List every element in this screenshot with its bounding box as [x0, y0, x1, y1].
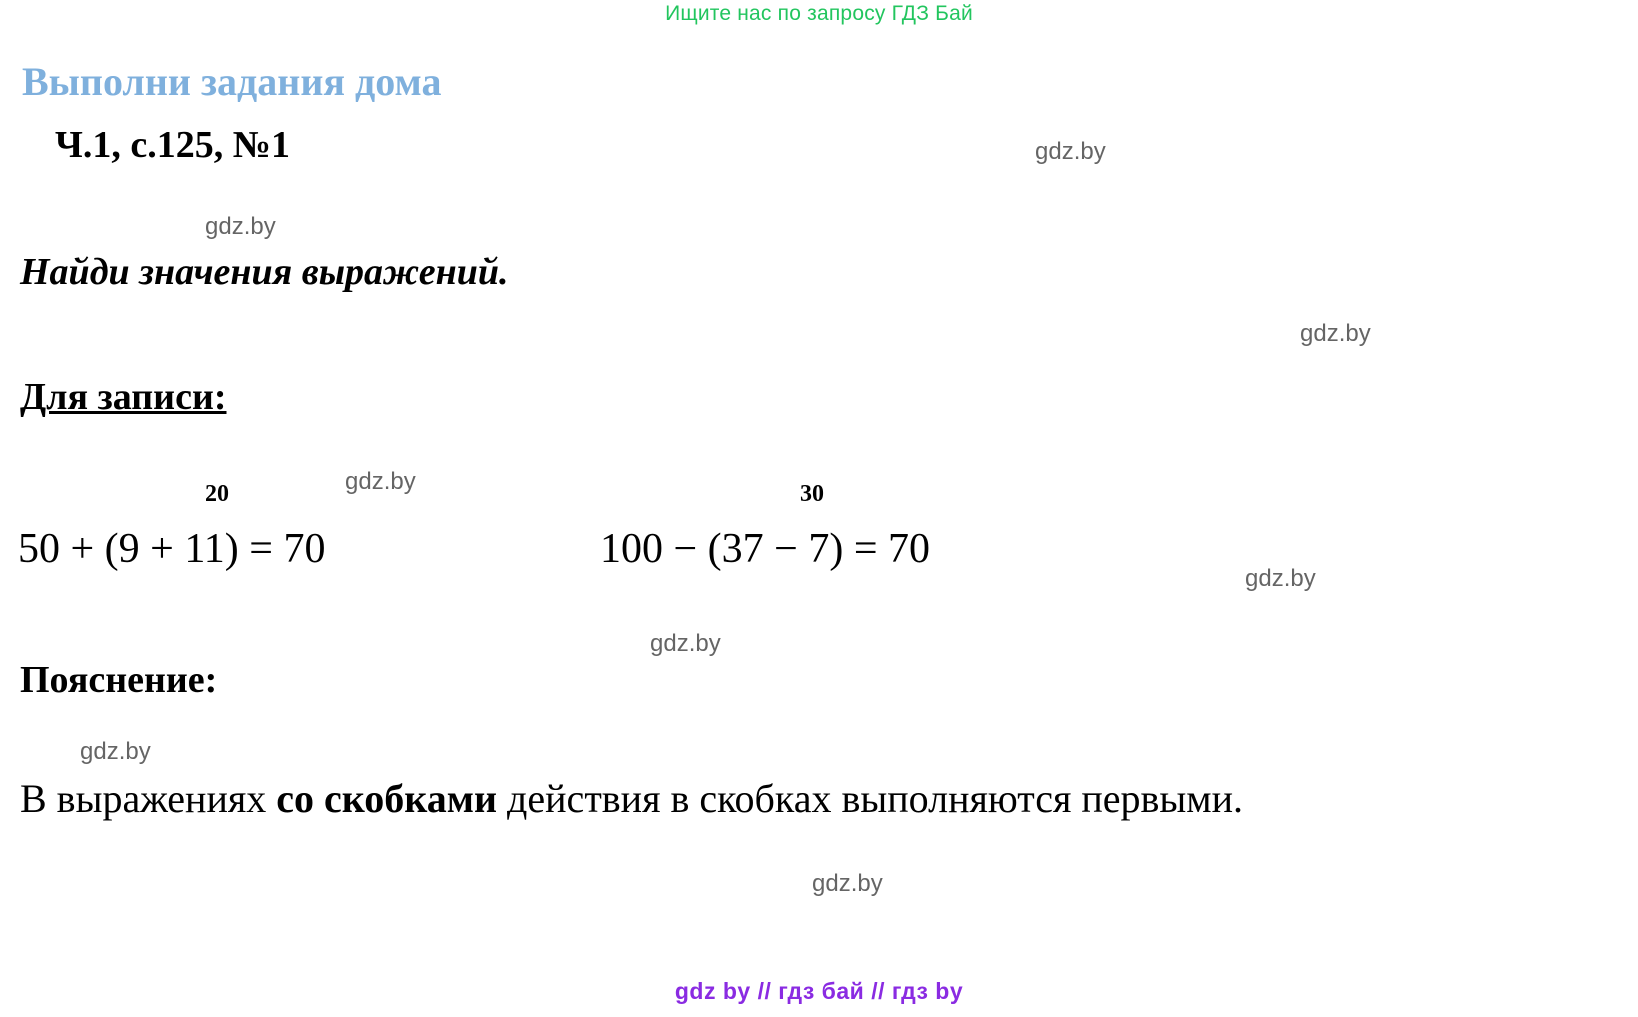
- explanation-bold: со скобками: [276, 776, 498, 821]
- watermark-4: gdz.by: [345, 468, 416, 495]
- explanation-part1: В выражениях: [20, 776, 277, 821]
- explanation-text: [20, 770, 1620, 828]
- top-banner-text: Ищите нас по запросу ГДЗ Бай: [665, 2, 973, 25]
- watermark-8: gdz.by: [812, 870, 883, 897]
- watermark-5: gdz.by: [1245, 565, 1316, 592]
- expression-2: 100 − (37 − 7) = 70: [600, 526, 931, 572]
- expression-annotation-2: 30: [800, 481, 824, 507]
- section-label-for-record: Для записи:: [20, 376, 227, 418]
- explanation-part2: действия в скобках выполняются первыми.: [497, 776, 1243, 821]
- expression-annotation-1: 20: [205, 481, 229, 507]
- footer-text: gdz by // гдз бай // гдз by: [674, 978, 964, 1004]
- watermark-3: gdz.by: [1300, 320, 1371, 347]
- watermark-6: gdz.by: [650, 630, 721, 657]
- watermark-7: gdz.by: [80, 738, 151, 765]
- expression-1: 50 + (9 + 11) = 70: [18, 526, 326, 572]
- task-instruction: Найди значения выражений.: [20, 251, 509, 293]
- watermark-2: gdz.by: [205, 213, 276, 240]
- exercise-reference: Ч.1, с.125, №1: [55, 124, 290, 166]
- page-title: Выполни задания дома: [22, 59, 442, 104]
- watermark-1: gdz.by: [1035, 138, 1106, 165]
- section-label-explanation: Пояснение:: [20, 659, 218, 701]
